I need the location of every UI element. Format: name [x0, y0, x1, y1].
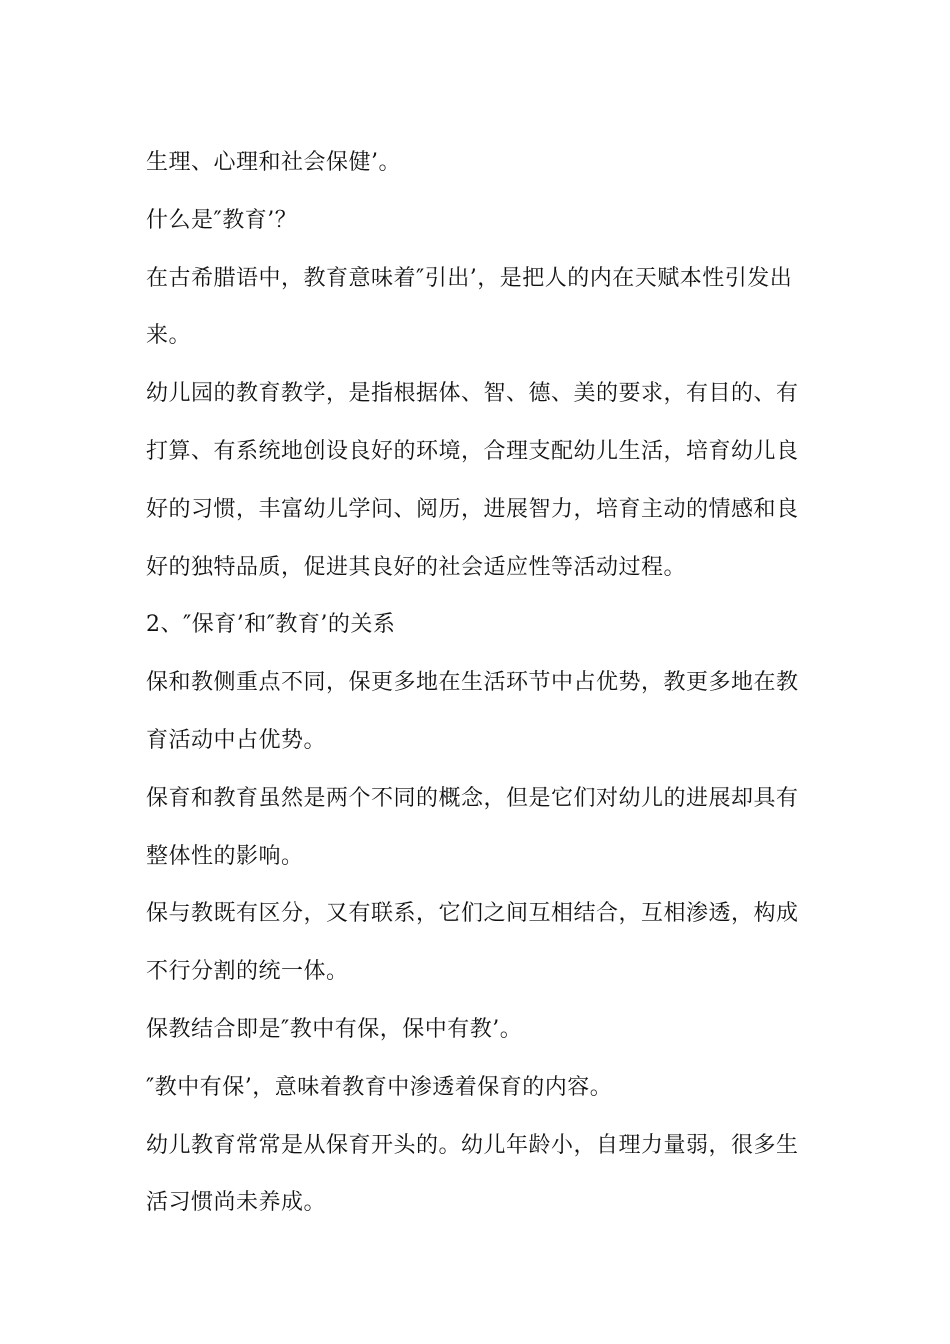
text-line: 保教结合即是″教中有保，保中有教’。: [146, 1016, 523, 1042]
text-line: 生理、心理和社会保健’。: [146, 150, 401, 175]
text-line: 好的习惯，丰富幼儿学问、阅历，进展智力，培育主动的情感和良: [146, 496, 799, 522]
text-line: 什么是″教育’？: [146, 207, 298, 233]
text-line: 保育和教育虽然是两个不同的概念，但是它们对幼儿的进展却具有: [146, 785, 799, 811]
text-line: 幼儿园的教育教学，是指根据体、智、德、美的要求，有目的、有: [146, 381, 799, 407]
text-line: 不行分割的统一体。: [146, 959, 349, 985]
text-line: 幼儿教育常常是从保育开头的。幼儿年龄小，自理力量弱，很多生: [146, 1132, 799, 1158]
text-line: 好的独特品质，促进其良好的社会适应性等活动过程。: [146, 554, 687, 580]
section-heading: 2、″保育’和″教育’的关系: [146, 612, 396, 638]
text-line: 活习惯尚未养成。: [146, 1190, 327, 1216]
text-line: 来。: [146, 323, 192, 349]
text-line: 整体性的影响。: [146, 843, 304, 869]
text-line: 打算、有系统地创设良好的环境，合理支配幼儿生活，培育幼儿良: [146, 438, 799, 464]
text-line: 育活动中占优势。: [146, 727, 327, 753]
text-line: 保和教侧重点不同，保更多地在生活环节中占优势，教更多地在教: [146, 670, 799, 696]
text-line: 在古希腊语中，教育意味着″引出’，是把人的内在天赋本性引发出: [146, 265, 793, 291]
text-line: ″教中有保’，意味着教育中渗透着保育的内容。: [146, 1074, 613, 1100]
document-body: [146, 134, 811, 1232]
text-line: 保与教既有区分，又有联系，它们之间互相结合，互相渗透，构成: [146, 901, 799, 927]
